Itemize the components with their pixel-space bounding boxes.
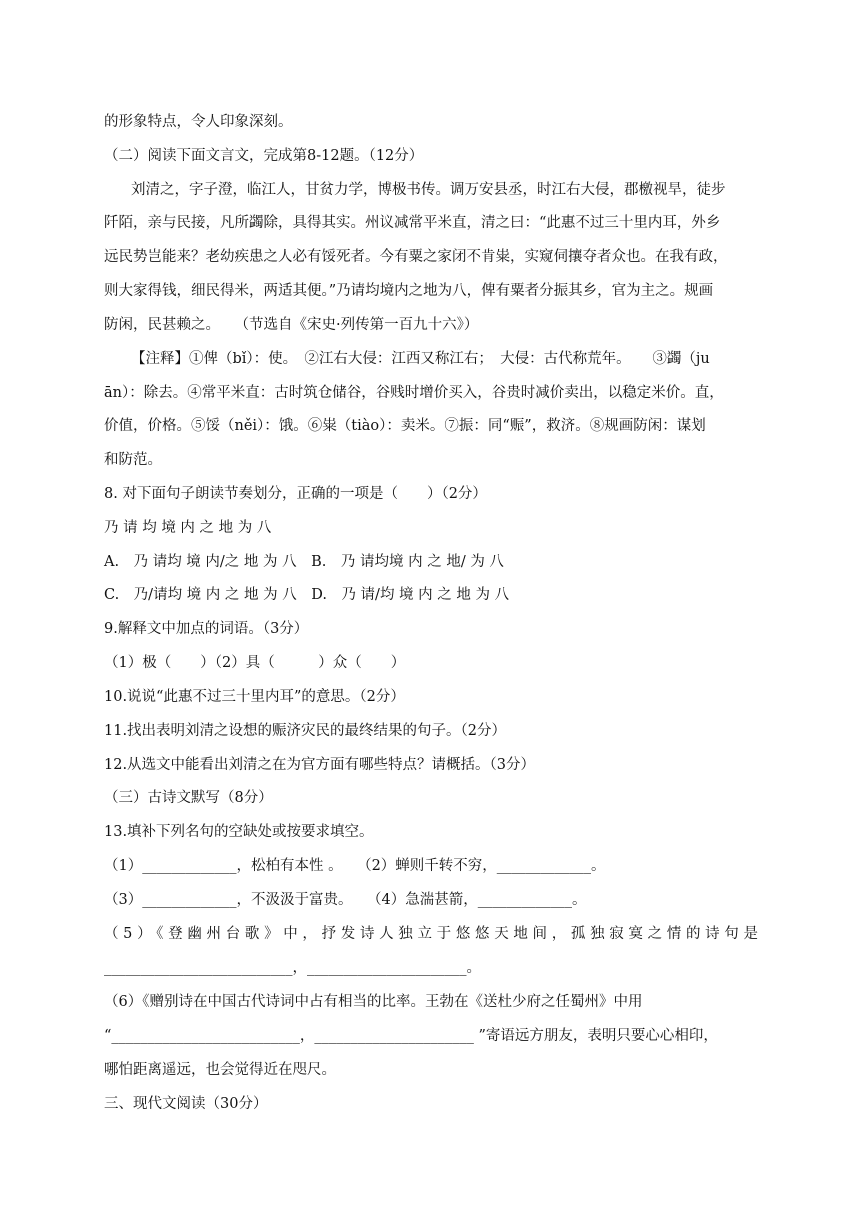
question-8-sentence: 乃 请 均 境 内 之 地 为 八 [104, 520, 272, 536]
question-13-item: （1）_____________，松柏有本性 。 （2）蝉则千转不穷，_____________。 [104, 858, 606, 874]
question-8-options-cd: C. 乃/请均 境 内 之 地 为 八 D. 乃 请/均 境 内 之 地 为 八 [104, 587, 510, 603]
section-heading: （三）古诗文默写（8分） [104, 790, 273, 806]
answer-blank-line: __________________________，______________________。 [104, 960, 481, 976]
question-13-item: （5）《登幽州台歌》中，抒发诗人独立于悠悠天地间，孤独寂寞之情的诗句是 [104, 926, 758, 942]
question-13-item: “__________________________，______________________ ”寄语远方朋友，表明只要心心相印， [104, 1028, 718, 1044]
note-line: 价值，价格。⑤馁（něi）：饿。⑥粜（tiào）：卖米。⑦振：同“赈”，救济。⑧规画防闲：谋划 [104, 418, 706, 434]
question-9: 9.解释文中加点的词语。（3分） [104, 621, 309, 637]
question-12: 12.从选文中能看出刘清之在为官方面有哪些特点？请概括。（3分） [104, 757, 536, 773]
passage-line: 阡陌，亲与民接，凡所蠲除，具得其实。州议减常平米直，清之曰：“此惠不过三十里内耳，外乡 [104, 215, 721, 231]
question-9-blanks: （1）极（ ）（2）具（ ）众（ ） [104, 655, 406, 671]
note-line: 和防范。 [104, 452, 162, 468]
passage-line: 则大家得钱，细民得米，两适其便。”乃请均境内之地为八，俾有粟者分振其乡，官为主之。规画 [104, 283, 714, 299]
question-13-item: （3）_____________，不汲汲于富贵。 （4）急湍甚箭，_____________。 [104, 892, 587, 908]
passage-line: 远民势岂能来？老幼疾患之人必有馁死者。今有粟之家闭不肯粜，实窥伺攘夺者众也。在我有政， [104, 249, 728, 265]
passage-line: 防闲，民甚赖之。 （节选自《宋史·列传第一百九十六》） [104, 317, 479, 333]
note-line: ān）：除去。④常平米直：古时筑仓储谷，谷贱时增价买入，谷贵时减价卖出，以稳定米价。直， [104, 385, 724, 401]
question-13: 13.填补下列名句的空缺处或按要求填空。 [104, 824, 374, 840]
question-11: 11.找出表明刘清之设想的赈济灾民的最终结果的句子。（2分） [104, 723, 507, 739]
text-line: 的形象特点，令人印象深刻。 [104, 114, 293, 130]
note-line: 【注释】①俾（bǐ）：使。 ②江右大侵：江西又称江右； 大侵：古代称荒年。 ③蠲（ju [131, 351, 710, 367]
section-heading: 三、现代文阅读（30分） [104, 1096, 268, 1112]
question-10: 10.说说“此惠不过三十里内耳”的意思。（2分） [104, 689, 405, 705]
question-13-item: （6）《赠别诗在中国古代诗词中占有相当的比率。王勃在《送杜少府之任蜀州》中用 [104, 994, 643, 1010]
question-8-options-ab: A. 乃 请均 境 内/之 地 为 八 B. 乃 请均境 内 之 地/ 为 八 [104, 554, 504, 570]
passage-line: 刘清之，字子澄，临江人，甘贫力学，博极书传。调万安县丞，时江右大侵，郡檄视旱，徒步 [131, 182, 726, 198]
section-heading: （二）阅读下面文言文，完成第8-12题。（12分） [104, 148, 424, 164]
question-8: 8. 对下面句子朗读节奏划分，正确的一项是（ ）（2分） [104, 486, 487, 502]
text-line: 哪怕距离遥远，也会觉得近在咫尺。 [104, 1062, 336, 1078]
